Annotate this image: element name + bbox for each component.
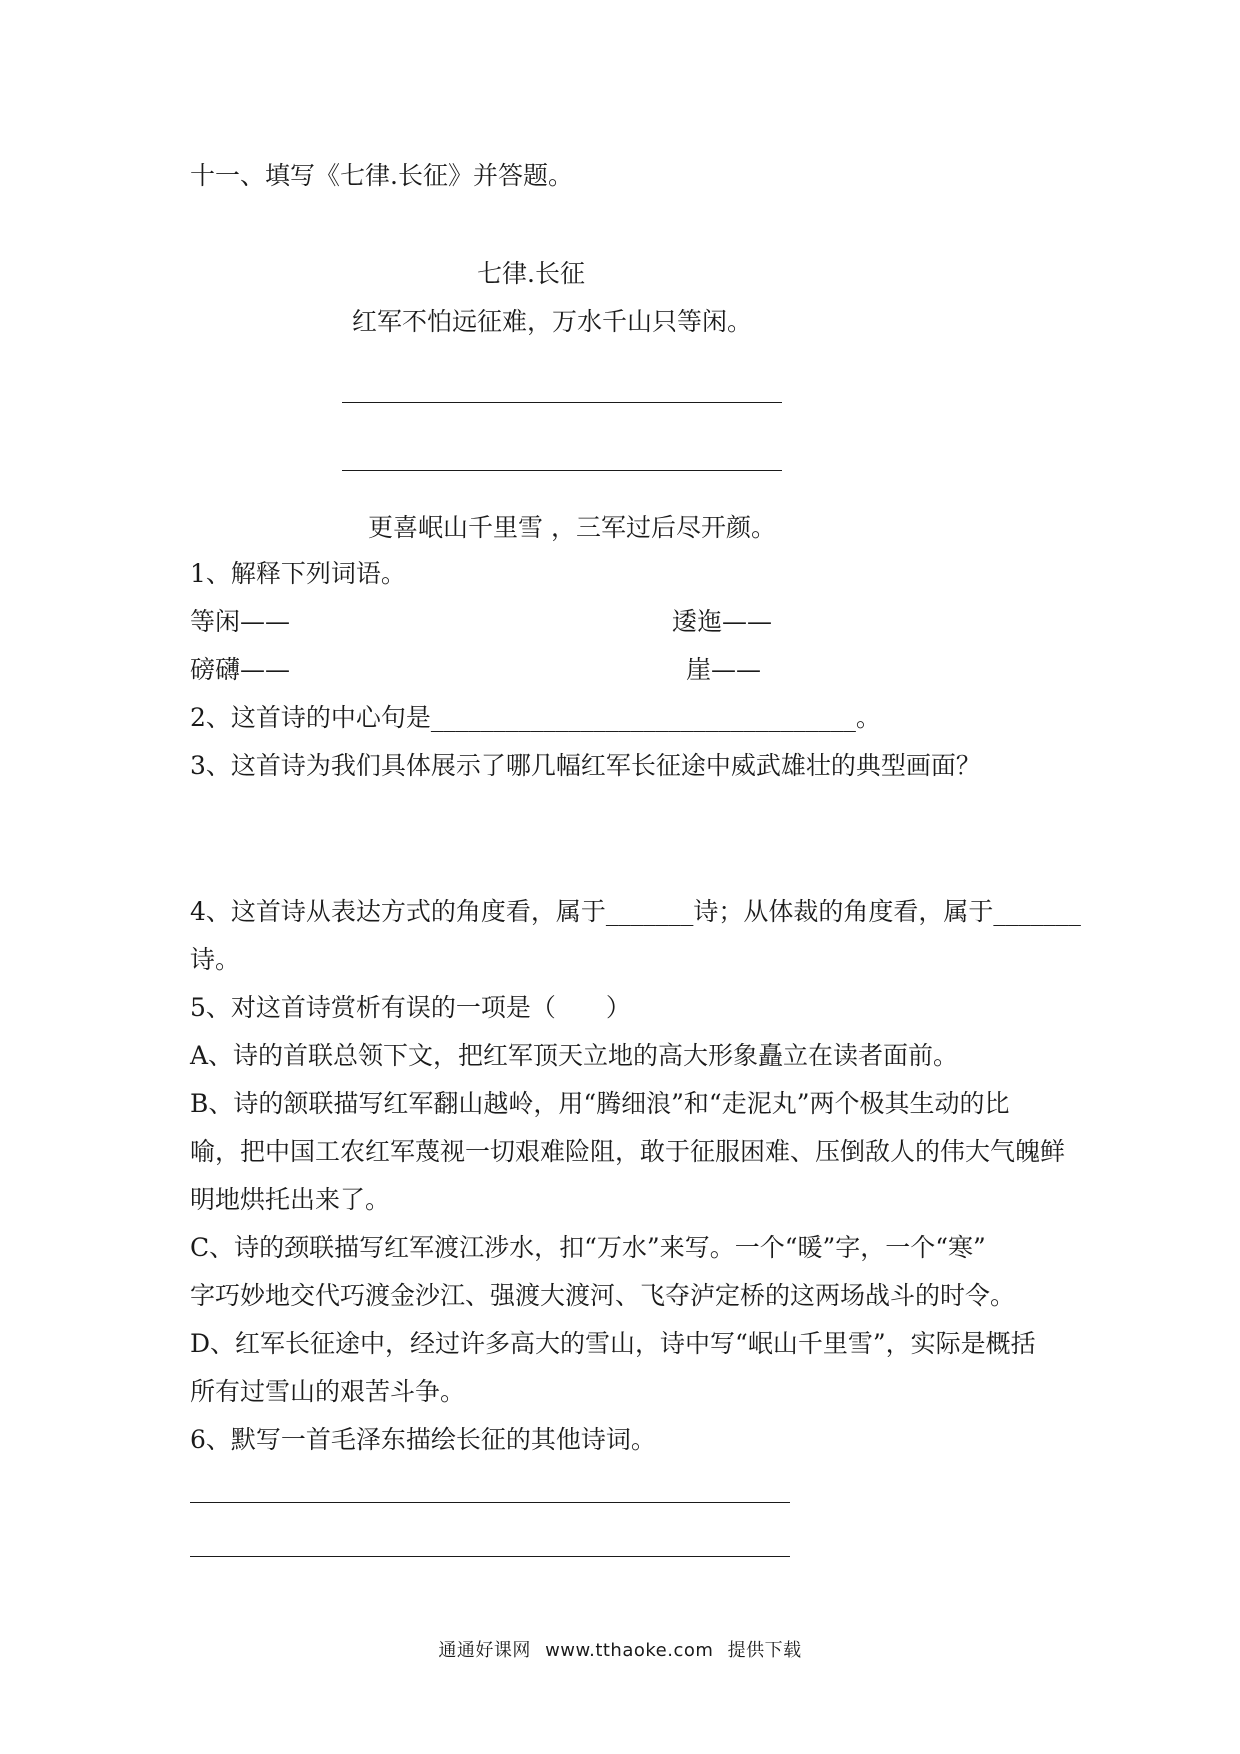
poem-blank-line-2[interactable] [342,470,782,471]
answer-blank-line-1[interactable] [190,1502,790,1503]
term-ya: 崖—— [686,655,762,684]
question-6: 6、默写一首毛泽东描绘长征的其他诗词。 [190,1425,656,1454]
poem-line-1: 红军不怕远征难，万水千山只等闲。 [352,307,753,336]
term-pangbo: 磅礴—— [190,655,291,684]
answer-blank-line-2[interactable] [190,1556,790,1557]
option-b-line-1: B、诗的颔联描写红军翻山越岭，用“腾细浪”和“走泥丸”两个极其生动的比 [190,1089,1010,1118]
section-heading: 十一、填写《七律.长征》并答题。 [190,161,573,190]
option-c-line-1: C、诗的颈联描写红军渡江涉水，扣“万水”来写。一个“暖”字，一个“寒” [190,1233,986,1262]
term-dengxian: 等闲—— [190,607,291,636]
option-d-line-2: 所有过雪山的艰苦斗争。 [190,1377,466,1406]
option-c-line-2: 字巧妙地交代巧渡金沙江、强渡大渡河、飞夺泸定桥的这两场战斗的时令。 [190,1281,1016,1310]
question-1-prompt: 1、解释下列词语。 [190,559,406,588]
term-weiyi: 逶迤—— [672,607,773,636]
question-4-line-2: 诗。 [190,945,241,974]
question-5-prompt: 5、对这首诗赏析有误的一项是（ ） [190,993,631,1022]
footer-download-text: 提供下载 [727,1640,802,1661]
option-d-line-1: D、红军长征途中，经过许多高大的雪山，诗中写“岷山千里雪”，实际是概括 [190,1329,1036,1358]
poem-title: 七律.长征 [477,259,585,288]
question-4-line-1: 4、这首诗从表达方式的角度看，属于_______诗；从体裁的角度看，属于_______ [190,897,1081,926]
footer-site-name: 通通好课网 [438,1640,531,1661]
question-3: 3、这首诗为我们具体展示了哪几幅红军长征途中威武雄壮的典型画面？ [190,751,981,780]
page-footer [0,1636,1240,1662]
option-b-line-3: 明地烘托出来了。 [190,1185,391,1214]
poem-blank-line-1[interactable] [342,402,782,403]
footer-url[interactable]: www.tthaoke.com [545,1640,714,1661]
option-a: A、诗的首联总领下文，把红军顶天立地的高大形象矗立在读者面前。 [190,1041,959,1070]
option-b-line-2: 喻，把中国工农红军蔑视一切艰难险阻，敢于征服困难、压倒敌人的伟大气魄鲜 [190,1137,1066,1166]
poem-line-last: 更喜岷山千里雪 ，三军过后尽开颜。 [368,513,776,542]
question-2: 2、这首诗的中心句是__________________________________。 [190,703,881,732]
